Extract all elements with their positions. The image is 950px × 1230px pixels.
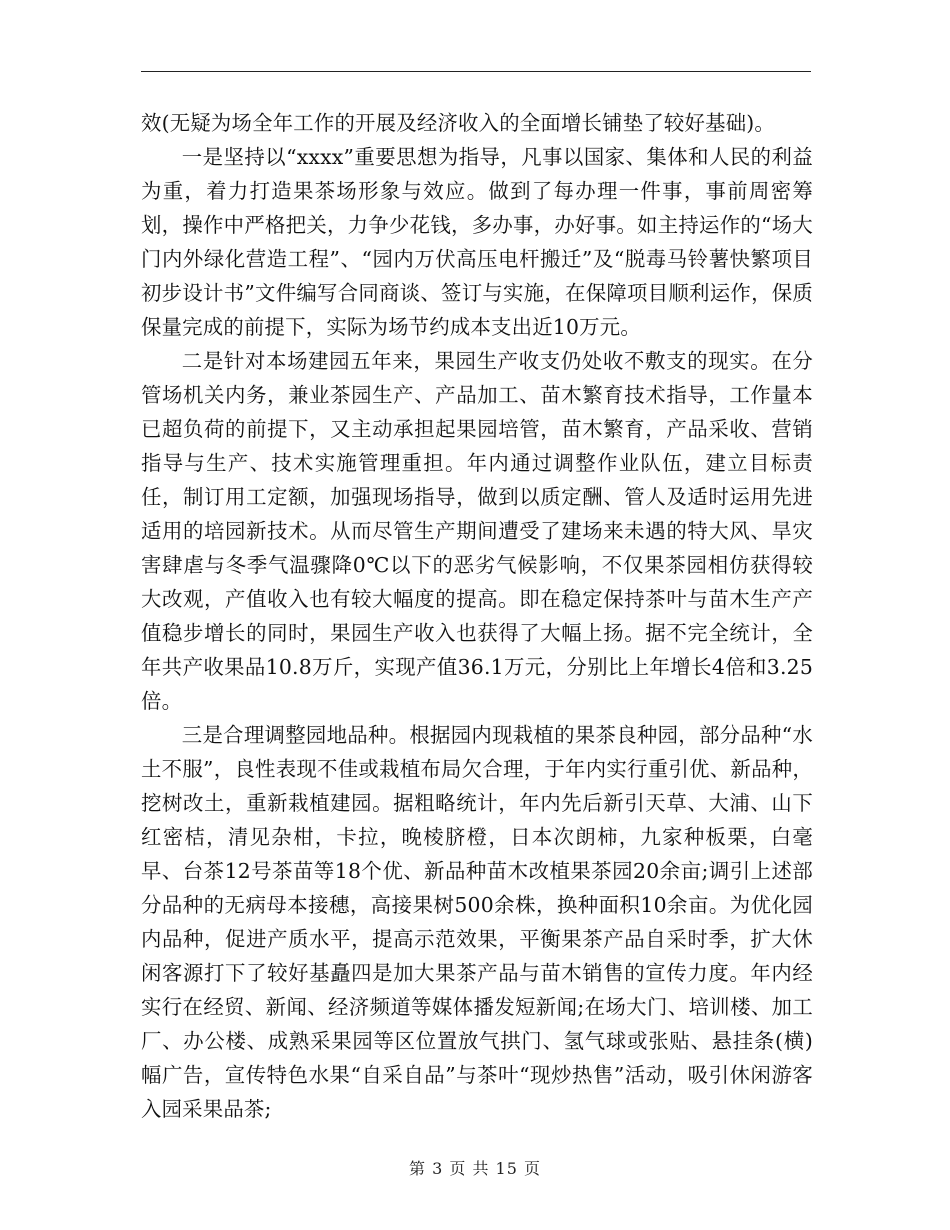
page-number-footer: 第 3 页 共 15 页 <box>409 1159 541 1178</box>
body-text <box>141 106 813 1126</box>
paragraph-point-two: 二是针对本场建园五年来，果园生产收支仍处收不敷支的现实。在分管场机关内务，兼业茶园生产、产品加工、苗木繁育技术指导，工作量本已超负荷的前提下，又主动承担起果园培管，苗木繁育，产品采收、营销指导与生产、技术实施管理重担。年内通过调整作业队伍，建立目标责任，制订用工定额，加强现场指导，做到以质定酬、管人及适时运用先进适用的培园新技术。从而尽管生产期间遭受了建场来未遇的特大风、旱灾害肆虐与冬季气温骤降0℃以下的恶劣气候影响，不仅果茶园相仿获得较大改观，产值收入也有较大幅度的提高。即在稳定保持茶叶与苗木生产产值稳步增长的同时，果园生产收入也获得了大幅上扬。据不完全统计，全年共产收果品10.8万斤，实现产值36.1万元，分别比上年增长4倍和3.25倍。 <box>141 349 813 713</box>
paragraph-continuation: 效(无疑为场全年工作的开展及经济收入的全面增长铺垫了较好基础)。 <box>141 111 776 135</box>
paragraph-point-three: 三是合理调整园地品种。根据园内现栽植的果茶良种园，部分品种“水土不服”，良性表现不佳或栽植布局欠合理，于年内实行重引优、新品种，挖树改土，重新栽植建园。据粗略统计，年内先后新引天草、大浦、山下红密桔，清见杂柑，卡拉，晚棱脐橙，日本次朗柿，九家种板栗，白毫早、台茶12号茶苗等18个优、新品种苗木改植果茶园20余亩;调引上述部分品种的无病母本接穗，高接果树500余株，换种面积10余亩。为优化园内品种，促进产质水平，提高示范效果，平衡果茶产品自采时季，扩大休闲客源打下了较好基矗四是加大果茶产品与苗木销售的宣传力度。年内经实行在经贸、新闻、经济频道等媒体播发短新闻;在场大门、培训楼、加工厂、办公楼、成熟采果园等区位置放气拱门、氢气球或张贴、悬挂条(横)幅广告，宣传特色水果“自采自品”与茶叶“现炒热售”活动，吸引休闲游客入园采果品茶; <box>141 723 813 1121</box>
header-rule <box>141 71 811 72</box>
paragraph-point-one: 一是坚持以“xxxx”重要思想为指导，凡事以国家、集体和人民的利益为重，着力打造果茶场形象与效应。做到了每办理一件事，事前周密筹划，操作中严格把关，力争少花钱，多办事，办好事。如主持运作的“场大门内外绿化营造工程”、“园内万伏高压电杆搬迁”及“脱毒马铃薯快繁项目初步设计书”文件编写合同商谈、签订与实施，在保障项目顺利运作，保质保量完成的前提下，实际为场节约成本支出近10万元。 <box>141 145 813 339</box>
